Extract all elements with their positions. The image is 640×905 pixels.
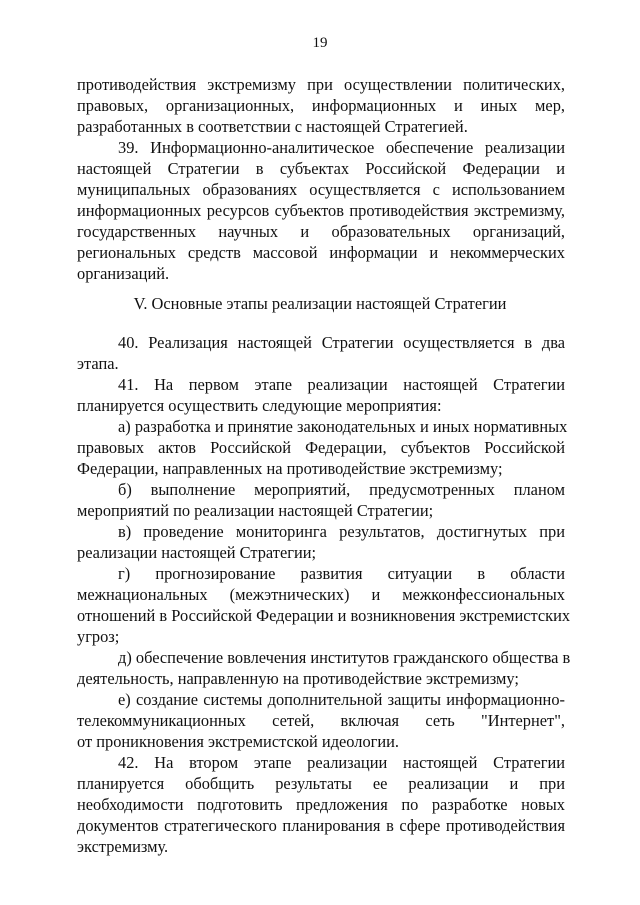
list-item-d: д) обеспечение вовлечения институтов гражданского общества в [118,648,571,667]
list-item-b: б) выполнение мероприятий, предусмотренных планом [118,480,565,499]
text-line: телекоммуникационных сетей, включая сеть "Интернет", [77,711,565,730]
text-line: реализации настоящей Стратегии; [77,543,317,562]
text-line: региональных средств массовой информации и некоммерческих [77,243,565,262]
text-line: планируется осуществить следующие мероприятия: [77,396,442,415]
text-line: отношений в Российской Федерации и возникновения экстремистских [77,606,571,625]
text-line: противодействия экстремизму при осуществлении политических, [77,75,565,94]
text-line: этапа. [77,354,119,373]
list-item-e: е) создание системы дополнительной защиты информационно- [118,690,565,709]
paragraph-41-first-line: 41. На первом этапе реализации настоящей Стратегии [118,375,565,394]
page-number: 19 [312,35,328,51]
paragraph-39-first-line: 39. Информационно-аналитическое обеспечение реализации [118,138,565,157]
text-line: документов стратегического планирования в сфере противодействия [77,816,565,835]
text-line: муниципальных образованиях осуществляется с использованием [77,180,565,199]
text-line: правовых актов Российской Федерации, субъектов Российской [77,438,565,457]
text-line: от проникновения экстремистской идеологии. [77,732,400,751]
list-item-g: г) прогнозирование развития ситуации в области [118,564,565,583]
list-item-v: в) проведение мониторинга результатов, достигнутых при [118,522,565,541]
text-line: настоящей Стратегии в субъектах Российской Федерации и [77,159,565,178]
text-line: государственных научных и образовательных организаций, [77,222,565,241]
text-line: правовых, организационных, информационных и иных мер, [77,96,565,115]
text-line: разработанных в соответствии с настоящей Стратегией. [77,117,468,136]
text-line: необходимости подготовить предложения по разработке новых [77,795,565,814]
text-line: информационных ресурсов субъектов противодействия экстремизму, [77,201,565,220]
text-line: Федерации, направленных на противодействие экстремизму; [77,459,503,478]
text-line: деятельность, направленную на противодействие экстремизму; [77,669,519,688]
text-line: экстремизму. [77,837,169,856]
text-line: межнациональных (межэтнических) и межконфессиональных [77,585,565,604]
text-line: организаций. [77,264,170,283]
paragraph-40-first-line: 40. Реализация настоящей Стратегии осуществляется в два [118,333,565,352]
text-line: мероприятий по реализации настоящей Стратегии; [77,501,434,520]
list-item-a: а) разработка и принятие законодательных и иных нормативных [118,417,568,436]
section-heading: V. Основные этапы реализации настоящей Стратегии [133,294,507,313]
text-line: угроз; [77,627,120,646]
paragraph-42-first-line: 42. На втором этапе реализации настоящей Стратегии [118,753,565,772]
text-line: планируется обобщить результаты ее реализации и при [77,774,565,793]
